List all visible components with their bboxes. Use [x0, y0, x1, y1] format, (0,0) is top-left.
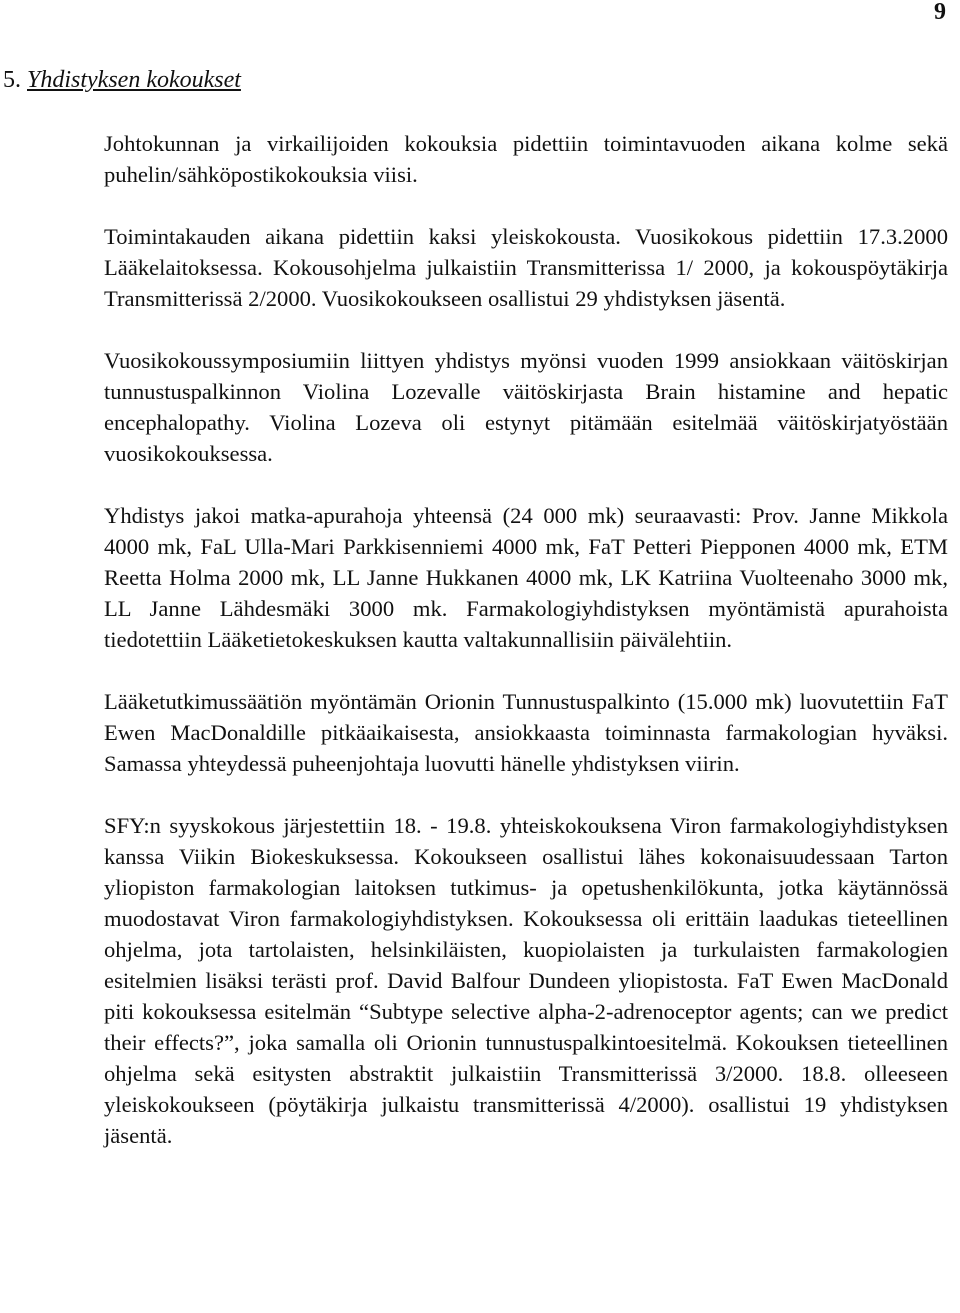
paragraph-general-meetings: Toimintakauden aikana pidettiin kaksi yleiskokousta. Vuosikokous pidettiin 17.3.2000 Lääkelaitoksessa. Kokousohjelma julkaistiin Transmitterissa 1/ 2000, ja kokouspöytäkirja Transmitterissä 2/2000. Vuosikokoukseen osallistui 29 yhdistyksen jäsentä. [104, 224, 948, 311]
section-heading [3, 66, 241, 95]
paragraph-dissertation-award: Vuosikokoussymposiumiin liittyen yhdistys myönsi vuoden 1999 ansiokkaan väitöskirjan tunnustuspalkinnon Violina Lozevalle väitöskirjasta Brain histamine and hepatic encephalopathy. Violina Lozeva oli estynyt pitämään esitelmää väitöskirjatyöstään vuosikokouksessa. [104, 348, 948, 466]
section-number: 5. [3, 67, 21, 93]
section-title: Yhdistyksen kokoukset [27, 67, 241, 93]
body-text [104, 128, 948, 1182]
paragraph-orion-award: Lääketutkimussäätiön myöntämän Orionin Tunnustuspalkinto (15.000 mk) luovutettiin FaT Ewen MacDonaldille pitkäaikaisesta, ansiokkaasta toiminnasta farmakologian hyväksi. Samassa yhteydessä puheenjohtaja luovutti hänelle yhdistyksen viirin. [104, 689, 948, 776]
paragraph-meetings: Johtokunnan ja virkailijoiden kokouksia pidettiin toimintavuoden aikana kolme sekä puhelin/sähköpostikokouksia viisi. [104, 131, 948, 187]
page-number: 9 [934, 0, 946, 25]
paragraph-travel-grants: Yhdistys jakoi matka-apurahoja yhteensä (24 000 mk) seuraavasti: Prov. Janne Mikkola 4000 mk, FaL Ulla-Mari Parkkisenniemi 4000 mk, FaT Petteri Piepponen 4000 mk, ETM Reetta Holma 2000 mk, LL Janne Hukkanen 4000 mk, LK Katriina Vuolteenaho 3000 mk, LL Janne Lähdesmäki 3000 mk. Farmakologiyhdistyksen myöntämistä apurahoista tiedotettiin Lääketietokeskuksen kautta valtakunnallisiin päivälehtiin. [104, 503, 948, 652]
paragraph-autumn-meeting: SFY:n syyskokous järjestettiin 18. - 19.8. yhteiskokouksena Viron farmakologiyhdistyksen kanssa Viikin Biokeskuksessa. Kokoukseen osallistui lähes kokonaisuudessaan Tarton yliopiston farmakologian laitoksen tutkimus- ja opetushenkilökunta, jotka käytännössä muodostavat Viron farmakologiyhdistyksen. Kokouksessa oli erittäin laadukas tieteellinen ohjelma, jota tartolaisten, helsinkiläisten, kuopiolaisten ja turkulaisten farmakologien esitelmien lisäksi terästi prof. David Balfour Dundeen yliopistosta. FaT Ewen MacDonald piti kokouksessa esitelmän “Subtype selective alpha-2-adrenoceptor agents; can we predict their effects?”, joka samalla oli Orionin tunnustuspalkintoesitelmä. Kokouksen tieteellinen ohjelma sekä esitysten abstraktit julkaistiin Transmitterissä 3/2000. 18.8. olleeseen yleiskokoukseen (pöytäkirja julkaistu transmitterissä 4/2000). osallistui 19 yhdistyksen jäsentä. [104, 813, 948, 1148]
